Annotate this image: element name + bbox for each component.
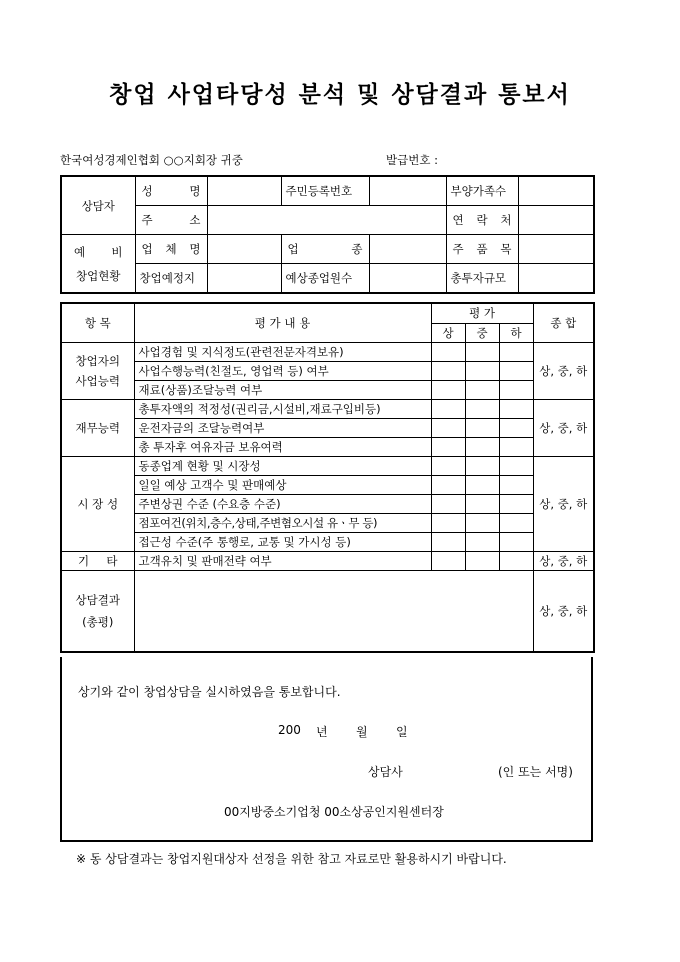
col-content-header: 평 가 내 용: [134, 303, 431, 343]
rating-cell[interactable]: [431, 476, 465, 495]
result-label: [61, 571, 134, 653]
employees-label: 예상종업원수: [281, 264, 369, 294]
group-label-other: 기 타: [61, 552, 134, 571]
contact-label: 연 락 처: [446, 206, 518, 235]
col-total-header: 종 합: [533, 303, 594, 343]
location-field[interactable]: [207, 264, 281, 294]
rating-cell[interactable]: [465, 495, 499, 514]
rating-cell[interactable]: [499, 362, 533, 381]
rating-cell[interactable]: [499, 457, 533, 476]
recipient: 한국여성경제인협회 ○○지회장 귀중: [60, 153, 243, 167]
signature-label: (인 또는 서명): [498, 765, 573, 779]
rating-cell[interactable]: [465, 343, 499, 362]
eval-item: 총투자액의 적정성(권리금,시설비,재료구입비등): [134, 400, 431, 419]
rating-cell[interactable]: [465, 457, 499, 476]
rating-cell[interactable]: [431, 381, 465, 400]
footnote: ※ 동 상담결과는 창업지원대상자 선정을 위한 참고 자료로만 활용하시기 바랍니다.: [76, 852, 507, 866]
rating-cell[interactable]: [499, 419, 533, 438]
page-title: 창업 사업타당성 분석 및 상담결과 통보서: [109, 81, 571, 108]
applicant-table: [60, 175, 595, 294]
rating-cell[interactable]: [465, 381, 499, 400]
rating-cell[interactable]: [499, 400, 533, 419]
rating-cell[interactable]: [465, 533, 499, 552]
rating-cell[interactable]: [431, 362, 465, 381]
applicant-label: 상담자: [61, 176, 135, 235]
result-label-line: (총평): [82, 615, 114, 629]
company-label: 업 체 명: [135, 235, 207, 264]
eval-item: 고객유치 및 판매전략 여부: [134, 552, 431, 571]
location-label: 창업예정지: [135, 264, 207, 294]
date-year: 200: [278, 723, 301, 737]
eval-item: 일일 예상 고객수 및 판매예상: [134, 476, 431, 495]
planned-label-1: 예 비: [74, 244, 123, 259]
investment-field[interactable]: [518, 264, 594, 294]
rating-cell[interactable]: [465, 400, 499, 419]
rating-cell[interactable]: [431, 419, 465, 438]
dependents-field[interactable]: [518, 176, 594, 206]
contact-field[interactable]: [518, 206, 594, 235]
rating-cell[interactable]: [499, 438, 533, 457]
issue-number-label: 발급번호 :: [386, 153, 438, 167]
planned-label: [61, 235, 135, 294]
investment-label: 총투자규모: [446, 264, 518, 294]
eval-item: 동종업계 현황 및 시장성: [134, 457, 431, 476]
col-rating-header: 평 가: [431, 303, 533, 323]
rating-cell[interactable]: [431, 495, 465, 514]
main-item-field[interactable]: [518, 235, 594, 264]
main-item-label: 주 품 목: [446, 235, 518, 264]
result-total[interactable]: 상, 중, 하: [533, 571, 594, 653]
col-item-header: 항 목: [61, 303, 134, 343]
rating-cell[interactable]: [499, 533, 533, 552]
address-label: 주 소: [135, 206, 207, 235]
group-label-line: 사업능력: [75, 374, 120, 388]
eval-item: 점포여건(위치,층수,상태,주변혐오시설 유ㆍ무 등): [134, 514, 431, 533]
dependents-label: 부양가족수: [446, 176, 518, 206]
date-year-label: 년: [316, 725, 328, 739]
rating-cell[interactable]: [465, 514, 499, 533]
rating-cell[interactable]: [465, 419, 499, 438]
group-label-market: 시 장 성: [61, 457, 134, 552]
industry-field[interactable]: [369, 235, 446, 264]
eval-item: 운전자금의 조달능력여부: [134, 419, 431, 438]
rating-cell[interactable]: [431, 514, 465, 533]
rating-cell[interactable]: [431, 457, 465, 476]
name-field[interactable]: [207, 176, 281, 206]
counselor-label: 상담사: [368, 765, 403, 779]
rating-low-header: 하: [499, 323, 533, 343]
rating-cell[interactable]: [431, 400, 465, 419]
result-label-line: 상담결과: [75, 593, 120, 607]
date-month-label: 월: [356, 725, 368, 739]
group-total[interactable]: 상, 중, 하: [533, 343, 594, 400]
rating-cell[interactable]: [465, 438, 499, 457]
rating-cell[interactable]: [499, 476, 533, 495]
address-field[interactable]: [207, 206, 446, 235]
evaluation-table: [60, 302, 595, 653]
rating-high-header: 상: [431, 323, 465, 343]
name-label: 성 명: [135, 176, 207, 206]
rating-cell[interactable]: [431, 343, 465, 362]
rating-cell[interactable]: [499, 381, 533, 400]
group-total[interactable]: 상, 중, 하: [533, 552, 594, 571]
company-field[interactable]: [207, 235, 281, 264]
rating-cell[interactable]: [465, 362, 499, 381]
group-label-line: 창업자의: [75, 354, 120, 368]
notice-text: 상기와 같이 창업상담을 실시하였음을 통보합니다.: [78, 685, 341, 699]
rating-cell[interactable]: [499, 495, 533, 514]
employees-field[interactable]: [369, 264, 446, 294]
result-summary-field[interactable]: [134, 571, 533, 653]
group-label-finance: 재무능력: [61, 400, 134, 457]
issuer: 00지방중소기업청 00소상공인지원센터장: [224, 805, 444, 819]
planned-label-2: 창업현황: [76, 268, 121, 283]
notice-box: [60, 657, 593, 842]
eval-item: 총 투자후 여유자금 보유여력: [134, 438, 431, 457]
rating-cell[interactable]: [431, 438, 465, 457]
group-total[interactable]: 상, 중, 하: [533, 457, 594, 552]
rating-cell[interactable]: [499, 552, 533, 571]
rating-cell[interactable]: [431, 533, 465, 552]
rating-cell[interactable]: [499, 514, 533, 533]
industry-label: 업 종: [281, 235, 369, 264]
group-label-ability: [61, 343, 134, 400]
eval-item: 사업수행능력(친절도, 영업력 등) 여부: [134, 362, 431, 381]
rating-cell[interactable]: [431, 552, 465, 571]
rating-mid-header: 중: [465, 323, 499, 343]
rating-cell[interactable]: [465, 476, 499, 495]
resident-no-label: 주민등록번호: [281, 176, 369, 206]
date-day-label: 일: [396, 725, 408, 739]
rating-cell[interactable]: [465, 552, 499, 571]
resident-no-field[interactable]: [369, 176, 446, 206]
rating-cell[interactable]: [499, 343, 533, 362]
eval-item: 주변상권 수준 (수요층 수준): [134, 495, 431, 514]
eval-item: 재료(상품)조달능력 여부: [134, 381, 431, 400]
group-total[interactable]: 상, 중, 하: [533, 400, 594, 457]
eval-item: 사업경험 및 지식정도(관련전문자격보유): [134, 343, 431, 362]
eval-item: 접근성 수준(주 통행로, 교통 및 가시성 등): [134, 533, 431, 552]
